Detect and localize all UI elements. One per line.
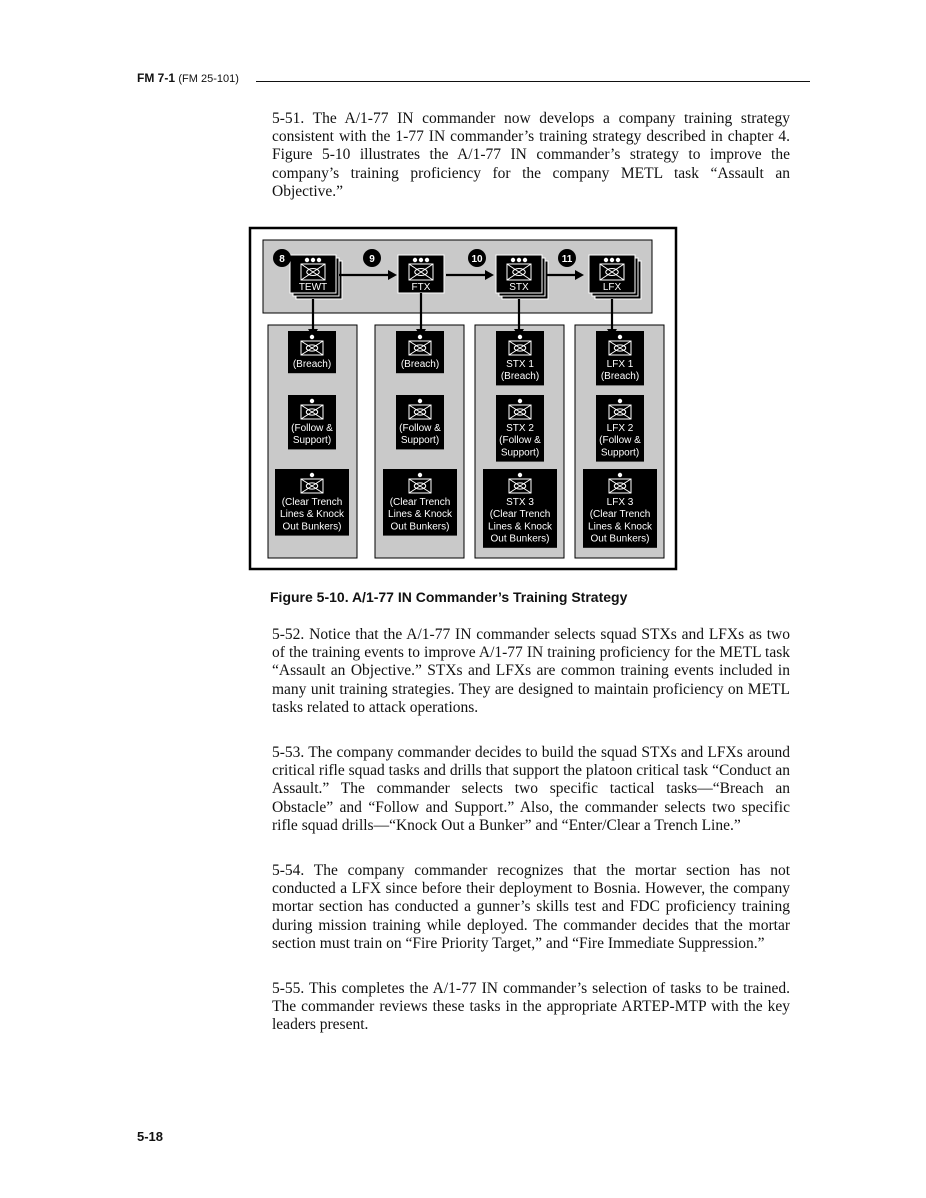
task-card-c3-r3-text: Out Bunkers)	[490, 533, 550, 545]
paragraph-5-51: 5-51. The A/1-77 IN commander now develops a company training strategy consistent with the 1-77 IN commander’s training strategy described in chapter 4. Figure 5-10 illustrates the A/1-77 IN commander’s strategy to improve the company’s training proficiency for the company METL task “Assault an Objective.”	[272, 110, 790, 200]
event-lfx-echelon-dot	[610, 258, 614, 262]
task-card-c3-r1-echelon-dot	[518, 335, 522, 339]
task-card-c3-r3-echelon-dot	[518, 473, 522, 477]
paragraph-5-54: 5-54. The company commander recognizes that the mortar section has not conducted a LFX since before their deployment to Bosnia. However, the company mortar section has conducted a gunner’s skills test and FDC proficiency training during mission training while deployed. The commander decides that the mortar section must train on “Fire Priority Target,” and “Fire Immediate Suppression.”	[272, 862, 790, 952]
task-card-c1-r3-echelon-dot	[310, 473, 314, 477]
task-card-c3-r2-echelon-dot	[518, 399, 522, 403]
task-card-c4-r3-text: Out Bunkers)	[590, 533, 650, 545]
task-card-c4-r1-echelon-dot	[618, 335, 622, 339]
event-stx-echelon-dot	[511, 258, 515, 262]
task-card-c2-r1-text: (Breach)	[400, 359, 440, 370]
task-card-c4-r2-text: LFX 2	[606, 423, 634, 434]
manual-subtitle: (FM 25-101)	[178, 73, 239, 85]
event-stx-label: STX	[509, 282, 529, 293]
paragraph-5-55: 5-55. This completes the A/1-77 IN commander’s selection of tasks to be trained. The commander reviews these tasks in the appropriate ARTEP-MTP with the key leaders present.	[272, 980, 790, 1034]
task-card-c1-r3-text: (Clear Trench	[281, 497, 343, 508]
task-card-c3-r1-text: STX 1	[506, 359, 534, 370]
event-stx-echelon-dot	[517, 258, 521, 262]
task-card-c2-r3-text: Out Bunkers)	[390, 521, 450, 533]
event-lfx-echelon-dot	[604, 258, 608, 262]
task-card-c3-r2-text: (Follow &	[499, 435, 541, 447]
event-ftx-echelon-dot	[425, 258, 429, 262]
task-card-c4-r1-text: (Breach)	[600, 371, 640, 383]
task-card-c3-r2-text: Support)	[500, 447, 540, 459]
event-tewt-echelon-dot	[311, 258, 315, 262]
step-10-number: 10	[471, 254, 483, 265]
task-card-c4-r1-text: LFX 1	[606, 359, 634, 370]
task-card-c4-r3-text: LFX 3	[606, 497, 634, 508]
task-card-c2-r3-text: (Clear Trench	[389, 497, 451, 508]
task-card-c1-r2-text: Support)	[292, 435, 332, 447]
task-card-c4-r2-text: Support)	[600, 447, 640, 459]
task-card-c1-r2-text: (Follow &	[291, 423, 333, 434]
task-card-c4-r2-text: (Follow &	[599, 435, 641, 447]
page-number: 5-18	[137, 1129, 164, 1144]
task-card-c4-r3-text: Lines & Knock	[588, 521, 652, 533]
task-card-c1-r3-text: Lines & Knock	[280, 509, 344, 521]
task-card-c3-r1-text: (Breach)	[500, 371, 540, 383]
task-card-c4-r3-text: (Clear Trench	[589, 509, 651, 521]
task-card-c1-r1-echelon-dot	[310, 335, 314, 339]
event-tewt-echelon-dot	[317, 258, 321, 262]
task-card-c1-r1-text: (Breach)	[292, 359, 332, 370]
figure-caption: Figure 5-10. A/1-77 IN Commander’s Training Strategy	[270, 589, 628, 605]
step-11-number: 11	[561, 254, 573, 265]
task-card-c2-r2-text: (Follow &	[399, 423, 441, 434]
task-card-c1-r3-text: Out Bunkers)	[282, 521, 342, 533]
event-tewt-label: TEWT	[298, 282, 328, 293]
task-card-c2-r1-echelon-dot	[418, 335, 422, 339]
paragraph-5-52: 5-52. Notice that the A/1-77 IN commander selects squad STXs and LFXs as two of the training events to improve A/1-77 IN training proficiency for the METL task “Assault an Objective.” STXs and LFXs are common training events included in many unit training strategies. They are designed to maintain proficiency on METL tasks related to attack operations.	[272, 626, 790, 716]
event-lfx-echelon-dot	[616, 258, 620, 262]
task-card-c3-r3-text: STX 3	[506, 497, 534, 508]
event-stx-echelon-dot	[523, 258, 527, 262]
event-ftx-label: FTX	[411, 282, 431, 293]
manual-title: FM 7-1	[137, 71, 176, 85]
task-card-c3-r2-text: STX 2	[506, 423, 534, 434]
step-9-number: 9	[369, 254, 375, 265]
event-ftx-echelon-dot	[419, 258, 423, 262]
task-card-c1-r2-echelon-dot	[310, 399, 314, 403]
event-lfx-label: LFX	[602, 282, 622, 293]
task-card-c2-r2-text: Support)	[400, 435, 440, 447]
paragraph-5-53: 5-53. The company commander decides to build the squad STXs and LFXs around critical rifle squad tasks and drills that support the platoon critical task “Conduct an Assault.” The commander selects two specific tactical tasks—“Breach an Obstacle” and “Follow and Support.” Also, the commander selects two specific rifle squad drills—“Knock Out a Bunker” and “Enter/Clear a Trench Line.”	[272, 744, 790, 834]
step-8-number: 8	[279, 254, 285, 265]
task-card-c4-r3-echelon-dot	[618, 473, 622, 477]
task-card-c2-r3-text: Lines & Knock	[388, 509, 452, 521]
task-card-c3-r3-text: (Clear Trench	[489, 509, 551, 521]
task-card-c2-r3-echelon-dot	[418, 473, 422, 477]
task-card-c3-r3-text: Lines & Knock	[488, 521, 552, 533]
task-card-c4-r2-echelon-dot	[618, 399, 622, 403]
task-card-c2-r2-echelon-dot	[418, 399, 422, 403]
event-tewt-echelon-dot	[305, 258, 309, 262]
event-ftx-echelon-dot	[413, 258, 417, 262]
